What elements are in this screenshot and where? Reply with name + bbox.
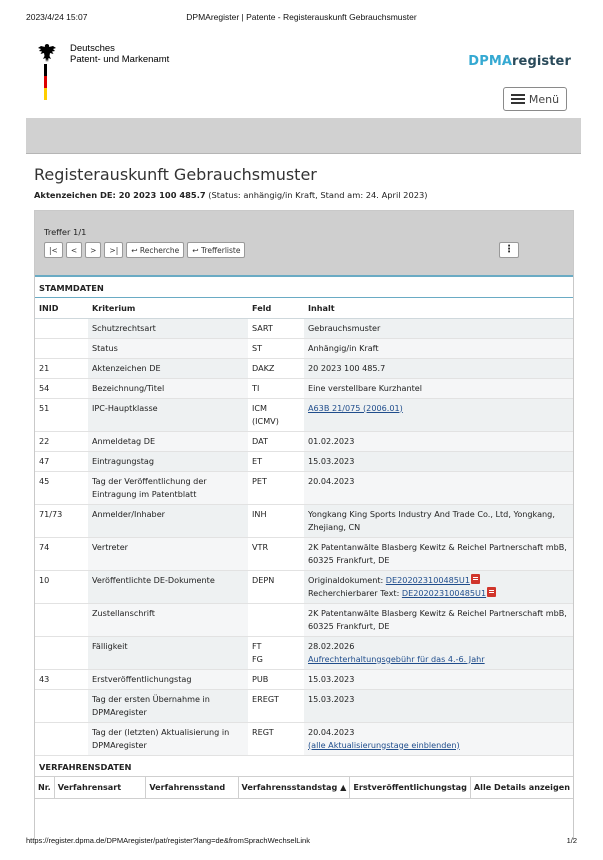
table-row — [35, 358, 573, 378]
table-row — [35, 636, 573, 669]
flag-black — [44, 64, 47, 76]
more-options-button[interactable]: ⋮ — [499, 242, 519, 258]
feld-line-1: ICM — [252, 402, 268, 413]
cell-inid: 74 — [35, 537, 88, 570]
inhalt-line-1: 2K Patentanwälte Blasberg Kewitz & Reichel Partnerschaft mbB, — [308, 607, 567, 618]
menu-button[interactable] — [503, 87, 567, 111]
page — [26, 34, 581, 840]
flag-gold — [44, 88, 47, 100]
next-page-button[interactable]: > — [85, 242, 101, 258]
cell-feld — [248, 603, 304, 636]
verfahrensdaten-table — [35, 777, 573, 800]
cell-inid: 22 — [35, 431, 88, 451]
cell-inhalt: 15.03.2023 — [304, 669, 573, 689]
cell-inid — [35, 689, 88, 722]
cell-inhalt: Gebrauchsmuster — [304, 318, 573, 338]
site-header — [26, 34, 581, 116]
kriterium-line-2: DPMAregister — [92, 706, 147, 717]
aktenzeichen-label: Aktenzeichen DE: 20 2023 100 485.7 — [34, 190, 206, 200]
cell-kriterium: Vertreter — [88, 537, 248, 570]
menu-label: Menü — [528, 92, 560, 106]
col-verfahrensstand[interactable]: Verfahrensstand — [146, 777, 238, 799]
logo-line-2: Patent- und Markenamt — [70, 54, 170, 65]
feld-line-2: (ICMV) — [252, 415, 279, 426]
recherche-button[interactable]: ↩ Recherche — [126, 242, 184, 258]
table-row — [35, 504, 573, 537]
inhalt-line-2: 60325 Frankfurt, DE — [308, 620, 390, 631]
col-feld: Feld — [248, 298, 304, 318]
table-row — [35, 669, 573, 689]
cell-inid: 51 — [35, 398, 88, 431]
inhalt-line-2: 60325 Frankfurt, DE — [308, 554, 390, 565]
cell-inid: 47 — [35, 451, 88, 471]
inhalt-line-1: 20.04.2023 — [308, 726, 355, 737]
prev-page-button[interactable]: < — [66, 242, 82, 258]
cell-kriterium: Status — [88, 338, 248, 358]
cell-kriterium: Eintragungstag — [88, 451, 248, 471]
inhalt-line-1: 2K Patentanwälte Blasberg Kewitz & Reichel Partnerschaft mbB, — [308, 541, 567, 552]
cell-inid — [35, 603, 88, 636]
stammdaten-header-row — [35, 298, 573, 318]
print-header — [26, 12, 577, 26]
cell-inid — [35, 636, 88, 669]
german-flag-stripe — [44, 64, 47, 100]
last-page-button[interactable]: >| — [104, 242, 123, 258]
cell-kriterium: Aktenzeichen DE — [88, 358, 248, 378]
cell-feld: DAKZ — [248, 358, 304, 378]
cell-kriterium — [88, 471, 248, 504]
table-row — [35, 603, 573, 636]
originaldokument-link[interactable]: DE202023100485U1 — [385, 574, 471, 585]
cell-kriterium: Bezeichnung/Titel — [88, 378, 248, 398]
cell-feld: DEPN — [248, 570, 304, 603]
aufrechterhaltung-link[interactable]: Aufrechterhaltungsgebühr für das 4.-6. Jahr — [308, 653, 485, 664]
cell-inhalt: 15.03.2023 — [304, 451, 573, 471]
feld-line-2: FG — [252, 653, 263, 664]
dpmaregister-brand[interactable] — [468, 54, 571, 69]
table-row — [35, 338, 573, 358]
table-row — [35, 378, 573, 398]
status-text: (Status: anhängig/in Kraft, Stand am: 24. April 2023) — [205, 190, 428, 200]
cell-inhalt: 20 2023 100 485.7 — [304, 358, 573, 378]
cell-inid: 54 — [35, 378, 88, 398]
table-row — [35, 398, 573, 431]
doc-line-2 — [308, 587, 569, 600]
cell-kriterium: Veröffentlichte DE-Dokumente — [88, 570, 248, 603]
cell-inhalt: 20.04.2023 — [304, 471, 573, 504]
cell-kriterium: Schutzrechtsart — [88, 318, 248, 338]
pager-bar — [35, 211, 573, 277]
flag-red — [44, 76, 47, 88]
pager-nav — [44, 242, 245, 258]
print-url: https://register.dpma.de/DPMAregister/pat/register?lang=de&fromSprachWechselLink — [26, 836, 310, 845]
cell-inhalt — [304, 398, 573, 431]
cell-feld: VTR — [248, 537, 304, 570]
col-inhalt: Inhalt — [304, 298, 573, 318]
brand-part-register: register — [512, 54, 571, 69]
print-page-title: DPMAregister | Patente - Registerauskunft Gebrauchsmuster — [186, 12, 417, 22]
alle-aktualisierungstage-link[interactable]: (alle Aktualisierungstage einblenden) — [308, 739, 460, 750]
table-row — [35, 431, 573, 451]
table-row — [35, 318, 573, 338]
aktenzeichen-line — [34, 190, 428, 200]
table-row — [35, 471, 573, 504]
doc-line-1 — [308, 574, 569, 587]
first-page-button[interactable]: |< — [44, 242, 63, 258]
cell-inhalt — [304, 537, 573, 570]
logo-line-1: Deutsches — [70, 43, 115, 54]
cell-inid: 45 — [35, 471, 88, 504]
col-kriterium: Kriterium — [88, 298, 248, 318]
cell-inid — [35, 722, 88, 755]
cell-feld: INH — [248, 504, 304, 537]
doc1-label: Originaldokument: — [308, 574, 386, 585]
table-row — [35, 722, 573, 755]
recherchierbarer-text-link[interactable]: DE202023100485U1 — [401, 587, 487, 598]
cell-inhalt — [304, 722, 573, 755]
table-row — [35, 451, 573, 471]
cell-feld — [248, 636, 304, 669]
navigation-bar — [26, 118, 581, 154]
eagle-icon — [36, 42, 58, 64]
col-nr[interactable]: Nr. — [35, 777, 54, 799]
cell-feld: REGT — [248, 722, 304, 755]
cell-inid: 21 — [35, 358, 88, 378]
cell-inhalt — [304, 570, 573, 603]
treffer-count: Treffer 1/1 — [44, 227, 87, 237]
cell-kriterium: Fälligkeit — [88, 636, 248, 669]
cell-inhalt: 01.02.2023 — [304, 431, 573, 451]
col-erstveroeffentlichungstag[interactable]: Erstveröffentlichungstag — [350, 777, 471, 799]
brand-part-dpma: DPMA — [468, 54, 513, 69]
inhalt-line-1: 28.02.2026 — [308, 640, 355, 651]
pdf-icon[interactable] — [471, 574, 480, 584]
cell-inhalt: Anhängig/in Kraft — [304, 338, 573, 358]
print-footer — [26, 836, 577, 848]
trefferliste-button[interactable]: ↩ Trefferliste — [187, 242, 245, 258]
cell-inid: 10 — [35, 570, 88, 603]
cell-feld: TI — [248, 378, 304, 398]
cell-feld: ET — [248, 451, 304, 471]
inhalt-line-2: Zhejiang, CN — [308, 521, 361, 532]
hamburger-icon — [511, 94, 525, 104]
cell-feld: SART — [248, 318, 304, 338]
kriterium-line-1: Tag der Veröffentlichung der — [92, 475, 207, 486]
alle-details-button[interactable]: Alle Details anzeigen — [470, 777, 573, 799]
kriterium-line-1: Tag der ersten Übernahme in — [92, 693, 210, 704]
cell-kriterium: Erstveröffentlichungstag — [88, 669, 248, 689]
cell-inhalt — [304, 636, 573, 669]
cell-kriterium — [88, 722, 248, 755]
cell-inid — [35, 318, 88, 338]
cell-inhalt: Eine verstellbare Kurzhantel — [304, 378, 573, 398]
table-row — [35, 537, 573, 570]
pdf-icon[interactable] — [487, 587, 496, 597]
doc2-label: Recherchierbarer Text: — [308, 587, 402, 598]
cell-feld: PUB — [248, 669, 304, 689]
ipc-class-link[interactable]: A63B 21/075 (2006.01) — [308, 402, 403, 413]
cell-inid — [35, 338, 88, 358]
verfahrensdaten-title: VERFAHRENSDATEN — [35, 756, 573, 777]
cell-kriterium: Zustellanschrift — [88, 603, 248, 636]
page-title: Registerauskunft Gebrauchsmuster — [34, 165, 317, 184]
col-inid: INID — [35, 298, 88, 318]
kriterium-line-1: Tag der (letzten) Aktualisierung in — [92, 726, 230, 737]
cell-kriterium: Anmeldetag DE — [88, 431, 248, 451]
dpma-logo[interactable] — [36, 42, 196, 102]
table-row — [35, 570, 573, 603]
cell-inhalt — [304, 603, 573, 636]
stammdaten-title: STAMMDATEN — [35, 277, 573, 298]
cell-kriterium: IPC-Hauptklasse — [88, 398, 248, 431]
verfahrensdaten-header-row — [35, 777, 573, 799]
stammdaten-table — [35, 298, 573, 756]
results-panel — [34, 210, 574, 840]
cell-inhalt: 15.03.2023 — [304, 689, 573, 722]
col-verfahrensart[interactable]: Verfahrensart — [54, 777, 146, 799]
col-verfahrensstandstag[interactable]: Verfahrensstandstag ▲ — [238, 777, 350, 799]
cell-feld: PET — [248, 471, 304, 504]
cell-kriterium: Anmelder/Inhaber — [88, 504, 248, 537]
print-page-number: 1/2 — [566, 836, 577, 845]
cell-inid: 43 — [35, 669, 88, 689]
cell-kriterium — [88, 689, 248, 722]
cell-feld: EREGT — [248, 689, 304, 722]
feld-line-1: FT — [252, 640, 262, 651]
cell-feld: ST — [248, 338, 304, 358]
cell-inhalt — [304, 504, 573, 537]
cell-inid: 71/73 — [35, 504, 88, 537]
print-date: 2023/4/24 15:07 — [26, 12, 88, 22]
cell-feld: DAT — [248, 431, 304, 451]
inhalt-line-1: Yongkang King Sports Industry And Trade Co., Ltd, Yongkang, — [308, 508, 555, 519]
kriterium-line-2: DPMAregister — [92, 739, 147, 750]
logo-text — [70, 43, 169, 65]
table-row — [35, 689, 573, 722]
kriterium-line-2: Eintragung im Patentblatt — [92, 488, 197, 499]
cell-feld — [248, 398, 304, 431]
